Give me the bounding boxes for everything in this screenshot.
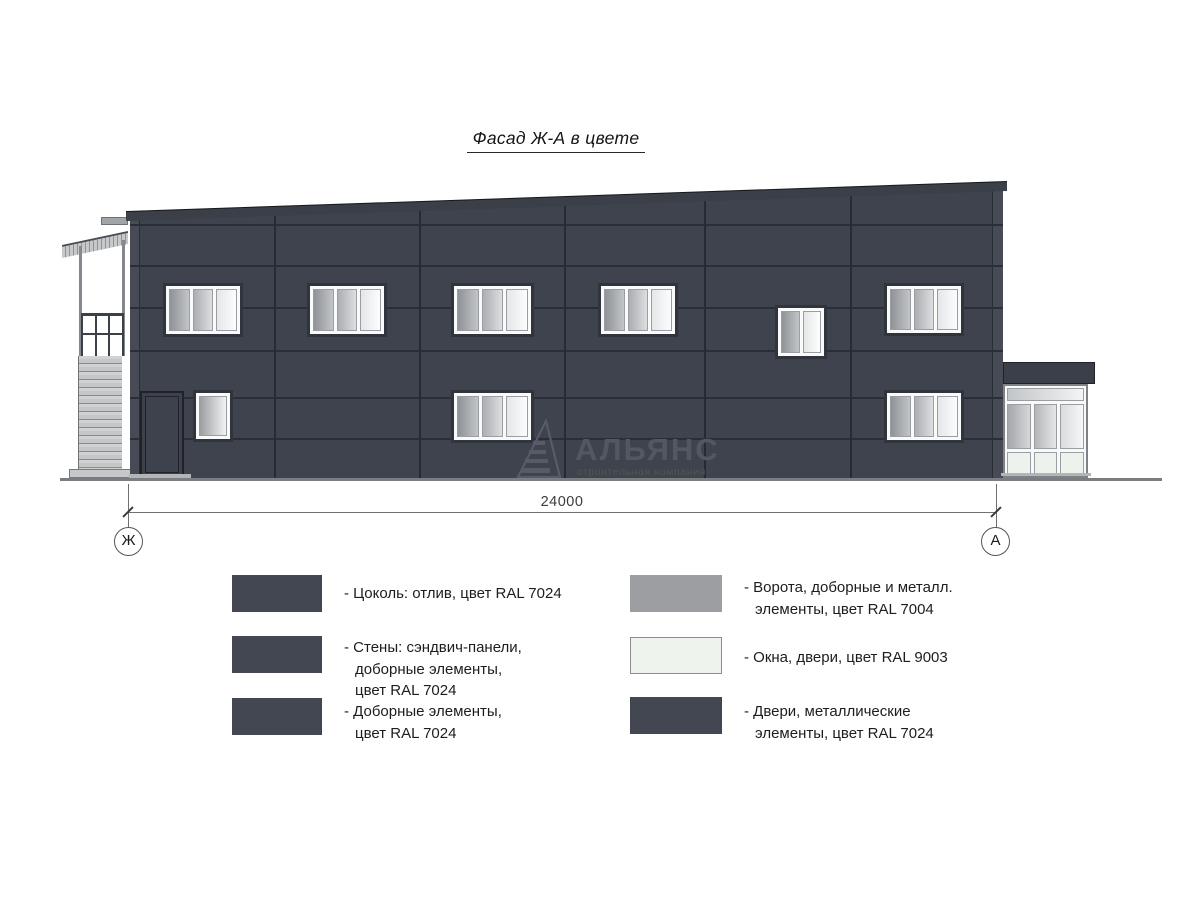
legend-text-windows: - Окна, двери, цвет RAL 9003	[744, 649, 948, 666]
grid-bubble-left: Ж	[114, 527, 143, 556]
watermark-tagline: строительная компания	[577, 466, 706, 478]
panel-joint-horizontal	[130, 350, 1003, 352]
window-pane	[337, 289, 358, 331]
window-3pane	[163, 283, 243, 337]
window-pane	[169, 289, 190, 331]
window-pane	[360, 289, 381, 331]
window-pane	[914, 396, 935, 437]
window-pane	[457, 396, 479, 437]
window-pane	[890, 396, 911, 437]
annex-glazing	[1003, 384, 1088, 478]
panel-joint-vertical	[850, 182, 852, 478]
panel-joint-horizontal	[130, 397, 1003, 399]
window-pane	[193, 289, 214, 331]
door-leaf	[145, 396, 179, 473]
window-pane	[937, 289, 958, 330]
legend-swatch-doors	[630, 697, 722, 734]
window-pane	[890, 289, 911, 330]
legend-text-walls: - Стены: сэндвич-панели, доборные элементы, цвет RAL 7024	[344, 639, 522, 699]
legend-text-plinth: - Цоколь: отлив, цвет RAL 7024	[344, 585, 562, 602]
window-pane	[914, 289, 935, 330]
annex-lower-panel	[1060, 452, 1084, 474]
panel-joint-horizontal	[130, 438, 1003, 440]
annex-transom	[1007, 388, 1084, 401]
building-facade	[130, 182, 1003, 478]
dimension-label: 24000	[540, 494, 584, 510]
railing-midrail	[83, 333, 122, 335]
panel-joint-vertical	[419, 182, 421, 478]
drawing-title: Фасад Ж-А в цвете	[467, 128, 646, 153]
annex-glass	[1034, 404, 1058, 449]
panel-joint-vertical	[564, 182, 566, 478]
entry-door	[140, 391, 184, 478]
railing-baluster	[95, 316, 97, 356]
legend-swatch-plinth	[232, 575, 322, 612]
legend-swatch-windows	[630, 637, 722, 674]
panel-joint-horizontal	[130, 307, 1003, 309]
stair-base	[69, 469, 131, 478]
panel-joint-horizontal	[130, 265, 1003, 267]
window-3pane	[884, 390, 964, 443]
annex-sill	[1001, 473, 1091, 476]
window-2pane	[775, 305, 827, 359]
annex-window-section	[1060, 404, 1084, 474]
corner-trim-right	[992, 182, 1003, 478]
annex-door-section	[1007, 404, 1031, 474]
stair-steps	[78, 356, 123, 471]
annex-roof	[1003, 362, 1095, 384]
legend-text-doors: - Двери, металлические элементы, цвет RAL 7024	[744, 703, 934, 742]
window-pane	[604, 289, 625, 331]
annex-lower-panel	[1034, 452, 1058, 474]
dimension-line	[128, 512, 996, 513]
annex-glass	[1007, 404, 1031, 449]
annex-glass	[1060, 404, 1084, 449]
legend-text-trim: - Доборные элементы, цвет RAL 7024	[344, 703, 502, 742]
window-pane	[628, 289, 649, 331]
watermark-company-name: АЛЬЯНС	[575, 432, 720, 467]
window-pane	[216, 289, 237, 331]
stair-roof	[62, 232, 128, 259]
corner-trim-left	[130, 182, 140, 478]
railing-baluster	[108, 316, 110, 356]
panel-joint-horizontal	[130, 224, 1003, 226]
grid-bubble-right: А	[981, 527, 1010, 556]
stair-gap	[122, 356, 128, 470]
watermark-logo-icon	[516, 419, 562, 479]
drawing-title-wrap	[356, 128, 756, 153]
window-3pane	[307, 283, 387, 337]
panel-joint-vertical	[274, 182, 276, 478]
window-3pane	[598, 283, 678, 337]
window-3pane	[884, 283, 964, 336]
window-pane	[482, 396, 504, 437]
window-pane	[803, 311, 822, 353]
window-1pane	[193, 390, 233, 442]
window-pane	[199, 396, 227, 436]
ground-line	[60, 478, 1162, 481]
legend-text-gates: - Ворота, доборные и металл. элементы, цвет RAL 7004	[744, 579, 953, 618]
window-pane	[482, 289, 504, 331]
annex-lower-panel	[1007, 452, 1031, 474]
window-pane	[781, 311, 800, 353]
legend-swatch-trim	[232, 698, 322, 735]
legend-swatch-gates	[630, 575, 722, 612]
annex-door-section	[1034, 404, 1058, 474]
legend-swatch-walls	[232, 636, 322, 673]
window-pane	[937, 396, 958, 437]
stair-railing	[81, 313, 124, 356]
eave-ledge	[101, 217, 128, 225]
window-3pane	[451, 283, 534, 337]
window-pane	[457, 289, 479, 331]
window-pane	[651, 289, 672, 331]
window-pane	[506, 289, 528, 331]
window-pane	[313, 289, 334, 331]
